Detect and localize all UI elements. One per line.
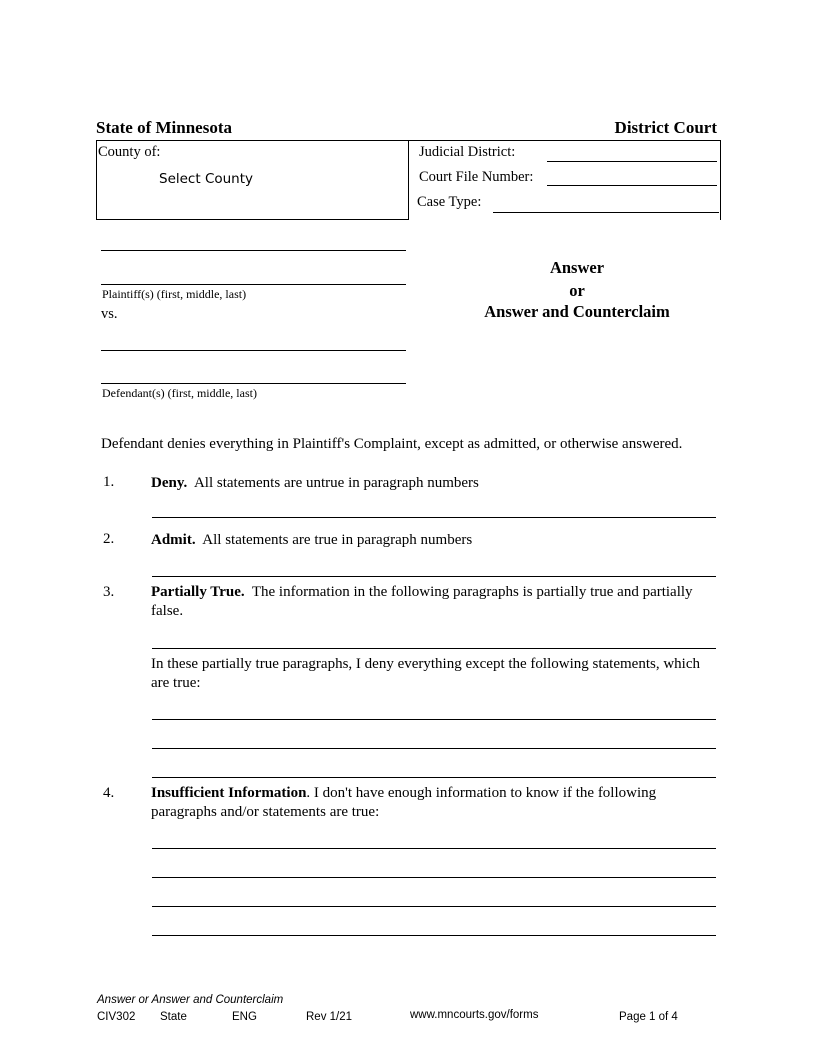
defendant-name-field-2[interactable] (101, 366, 406, 384)
item-4-text (151, 784, 711, 822)
footer-page-number: Page 1 of 4 (619, 1011, 678, 1023)
case-type-field[interactable] (493, 195, 719, 213)
title-counterclaim: Answer and Counterclaim (484, 302, 670, 321)
item-3-subtext: In these partially true paragraphs, I deny everything except the following statements, which are true: (151, 656, 700, 691)
box-bottom-border-left (96, 219, 409, 220)
item-3-bold: Partially True. (151, 584, 245, 600)
case-type-label: Case Type: (417, 194, 482, 210)
judicial-district-label: Judicial District: (419, 144, 516, 160)
court-file-number-label: Court File Number: (419, 169, 534, 185)
item-2-text (151, 531, 721, 550)
deny-paragraphs-field[interactable] (152, 500, 716, 518)
box-divider (408, 140, 409, 220)
footer-jurisdiction: State (160, 1011, 187, 1023)
state-heading: State of Minnesota (96, 118, 232, 137)
defendant-label: Defendant(s) (first, middle, last) (102, 386, 257, 400)
box-right-border (720, 140, 721, 220)
title-answer: Answer (549, 258, 605, 277)
footer-revision: Rev 1/21 (306, 1011, 353, 1023)
admit-paragraphs-field[interactable] (152, 559, 716, 577)
item-3-text (151, 583, 711, 621)
vs-label: vs. (101, 306, 118, 322)
box-left-border (96, 140, 97, 220)
true-statements-field-1[interactable] (152, 702, 716, 720)
insufficient-info-field-1[interactable] (152, 831, 716, 849)
insufficient-info-field-3[interactable] (152, 889, 716, 907)
item-4-bold: Insufficient Information (151, 785, 307, 801)
footer-form-title: Answer or Answer and Counterclaim (97, 994, 284, 1006)
footer-form-code: CIV302 (97, 1011, 136, 1023)
plaintiff-label: Plaintiff(s) (first, middle, last) (102, 287, 247, 301)
item-1-text (151, 474, 721, 493)
judicial-district-field[interactable] (547, 144, 717, 162)
plaintiff-name-field-2[interactable] (101, 267, 406, 285)
item-3-body: The information in the following paragraphs is partially true and partially false. (151, 584, 693, 619)
item-1-number: 1. (103, 474, 115, 490)
item-1-bold: Deny. (151, 475, 188, 491)
footer-website-link[interactable]: www.mncourts.gov/forms (410, 1009, 539, 1021)
item-4-body: . I don't have enough information to know if the following paragraphs and/or statements are true: (151, 785, 657, 820)
county-select[interactable]: Select County (159, 171, 254, 187)
insufficient-info-field-2[interactable] (152, 860, 716, 878)
item-2-number: 2. (103, 531, 115, 547)
intro-text: Defendant denies everything in Plaintiff's Complaint, except as admitted, or otherwise answered. (101, 436, 683, 452)
partial-paragraphs-field[interactable] (152, 631, 716, 649)
defendant-name-field-1[interactable] (101, 333, 406, 351)
footer-language: ENG (232, 1011, 257, 1023)
item-4-number: 4. (103, 785, 115, 801)
item-2-body: All statements are true in paragraph numbers (202, 532, 473, 548)
plaintiff-name-field-1[interactable] (101, 233, 406, 251)
true-statements-field-2[interactable] (152, 731, 716, 749)
court-heading: District Court (614, 118, 717, 137)
true-statements-field-3[interactable] (152, 760, 716, 778)
item-1-body: All statements are untrue in paragraph numbers (193, 475, 479, 491)
insufficient-info-field-4[interactable] (152, 918, 716, 936)
court-file-number-field[interactable] (547, 168, 717, 186)
title-or: or (569, 281, 585, 300)
item-3-number: 3. (103, 584, 115, 600)
county-label: County of: (98, 144, 161, 160)
item-2-bold: Admit. (151, 532, 196, 548)
